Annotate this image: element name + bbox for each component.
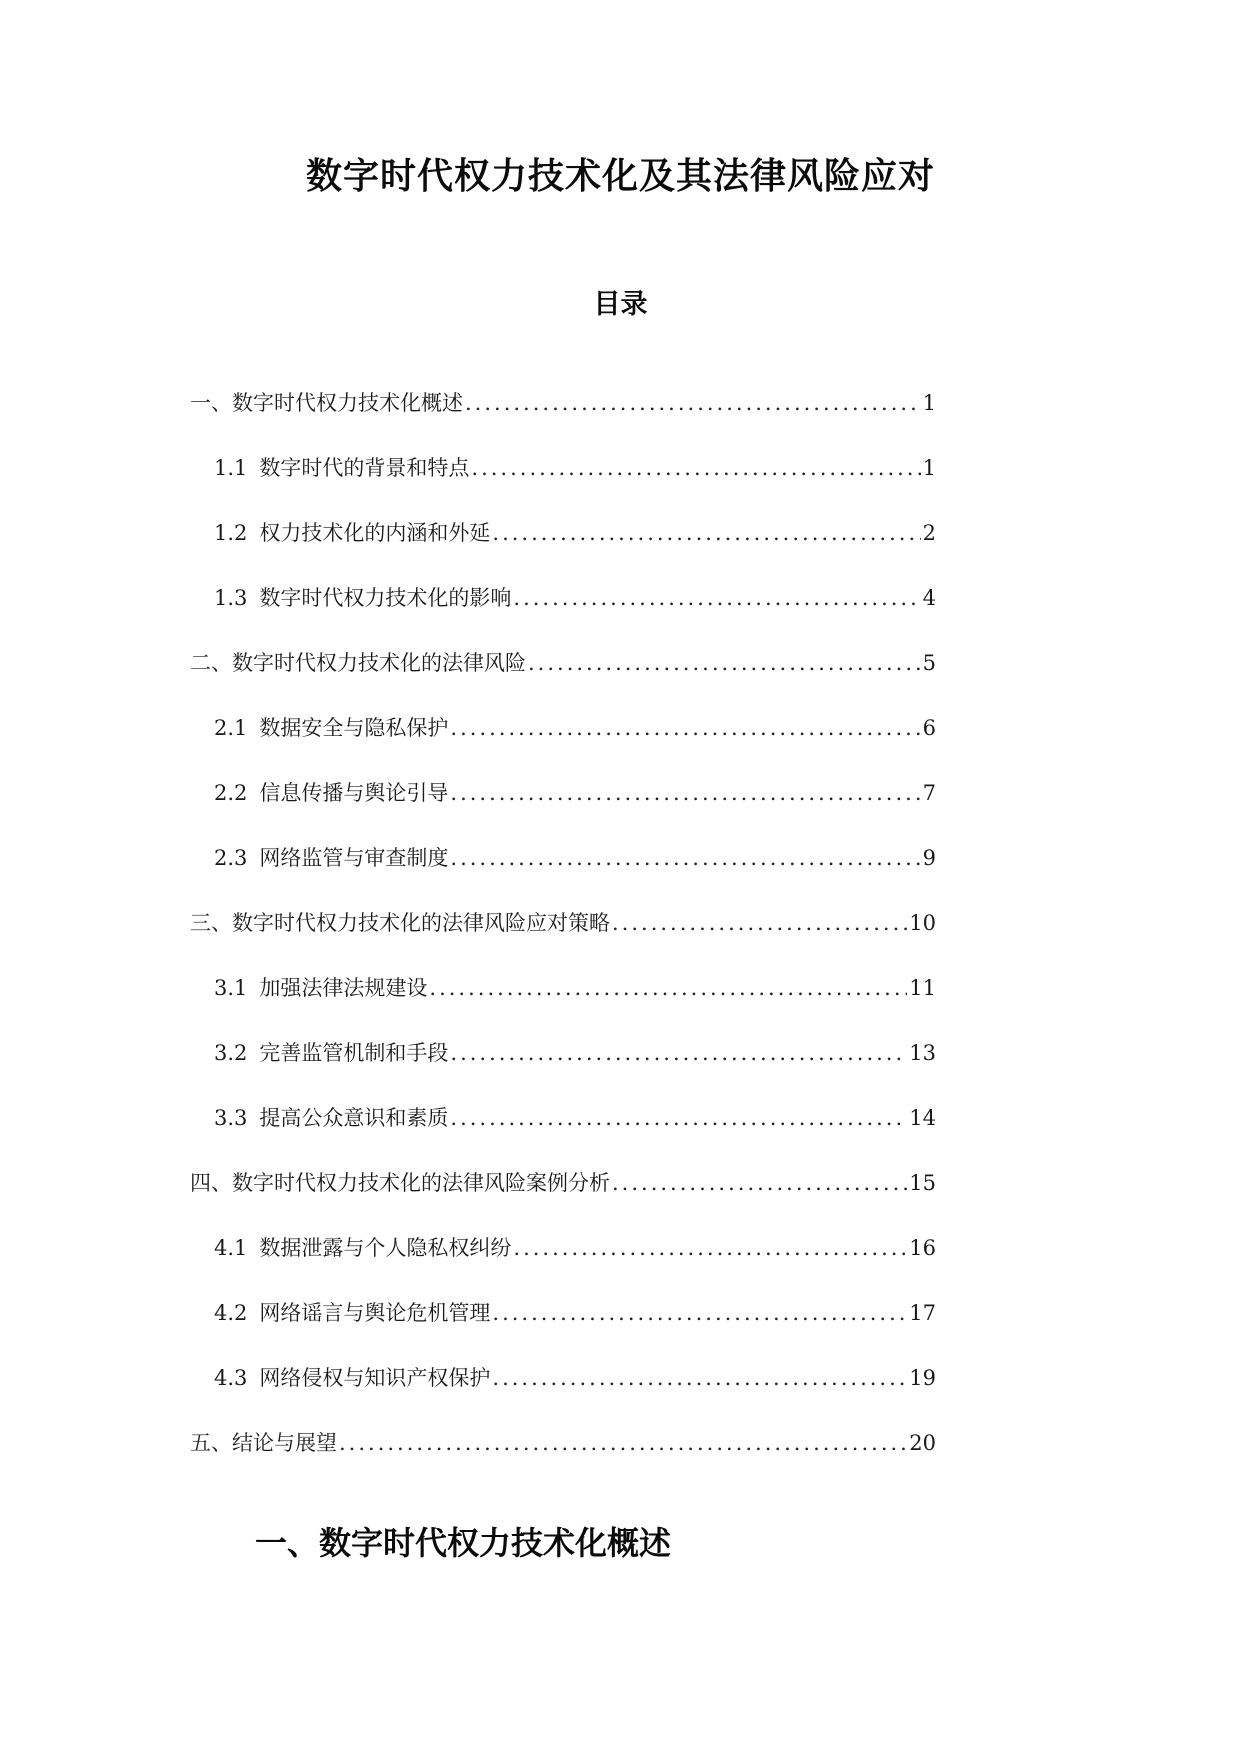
toc-page-number: 13 <box>909 1041 936 1065</box>
toc-page-number: 17 <box>909 1301 936 1325</box>
toc-leader-dots <box>450 841 920 875</box>
toc-entry[interactable] <box>190 451 936 516</box>
toc-leader-dots <box>465 386 921 420</box>
toc-leader-dots <box>492 516 920 550</box>
toc-entry-text: 二、数字时代权力技术化的法律风险 <box>190 651 526 675</box>
table-of-contents <box>190 386 950 1491</box>
toc-entry-number: 1.1 <box>214 456 248 480</box>
toc-leader-dots <box>450 1101 907 1135</box>
toc-page-number: 1 <box>922 456 936 480</box>
toc-entry[interactable] <box>190 841 936 906</box>
toc-entry-text: 加强法律法规建设 <box>259 976 428 1000</box>
toc-page-number: 5 <box>922 651 936 675</box>
toc-entry[interactable] <box>190 1166 936 1231</box>
toc-page-number: 4 <box>922 586 936 610</box>
toc-leader-dots <box>339 1426 907 1460</box>
toc-leader-dots <box>492 1296 907 1330</box>
toc-leader-dots <box>612 906 907 940</box>
toc-leader-dots <box>471 451 920 485</box>
toc-page-number: 6 <box>922 716 936 740</box>
toc-entry[interactable] <box>190 1296 936 1361</box>
toc-entry-text: 网络监管与审查制度 <box>259 846 449 870</box>
toc-page-number: 16 <box>909 1236 936 1260</box>
toc-entry[interactable] <box>190 1231 936 1296</box>
toc-entry-text: 权力技术化的内涵和外延 <box>259 521 491 545</box>
toc-entry-text: 完善监管机制和手段 <box>259 1041 449 1065</box>
toc-leader-dots <box>612 1166 907 1200</box>
toc-page-number: 10 <box>909 911 936 935</box>
toc-entry[interactable] <box>190 386 936 451</box>
toc-leader-dots <box>429 971 907 1005</box>
toc-entry-number: 4.1 <box>214 1236 248 1260</box>
toc-leader-dots <box>528 646 921 680</box>
toc-entry-number: 2.3 <box>214 846 248 870</box>
toc-entry-text: 数字时代权力技术化的影响 <box>259 586 512 610</box>
toc-entry-text: 四、数字时代权力技术化的法律风险案例分析 <box>190 1171 610 1195</box>
toc-leader-dots <box>450 711 920 745</box>
toc-entry-number: 2.2 <box>214 781 248 805</box>
toc-leader-dots <box>450 776 920 810</box>
toc-entry-number: 4.3 <box>214 1366 248 1390</box>
toc-entry-number: 3.2 <box>214 1041 248 1065</box>
toc-entry-text: 提高公众意识和素质 <box>259 1106 449 1130</box>
section-heading: 一、数字时代权力技术化概述 <box>255 1524 672 1562</box>
document-title: 数字时代权力技术化及其法律风险应对 <box>305 156 935 197</box>
toc-entry-text: 数据泄露与个人隐私权纠纷 <box>259 1236 512 1260</box>
toc-entry-text: 五、结论与展望 <box>190 1431 337 1455</box>
toc-heading: 目录 <box>593 289 648 320</box>
toc-leader-dots <box>492 1361 907 1395</box>
toc-entry-text: 网络谣言与舆论危机管理 <box>259 1301 491 1325</box>
toc-entry-text: 信息传播与舆论引导 <box>259 781 449 805</box>
toc-entry[interactable] <box>190 906 936 971</box>
toc-entry[interactable] <box>190 581 936 646</box>
toc-entry[interactable] <box>190 516 936 581</box>
toc-entry[interactable] <box>190 711 936 776</box>
toc-page-number: 19 <box>909 1366 936 1390</box>
toc-entry-number: 3.1 <box>214 976 248 1000</box>
toc-page-number: 14 <box>909 1106 936 1130</box>
toc-entry-number: 3.3 <box>214 1106 248 1130</box>
toc-page-number: 1 <box>922 391 936 415</box>
toc-entry[interactable] <box>190 1036 936 1101</box>
toc-entry-number: 1.3 <box>214 586 248 610</box>
toc-page-number: 15 <box>909 1171 936 1195</box>
toc-leader-dots <box>513 581 920 615</box>
toc-entry-text: 数字时代的背景和特点 <box>259 456 470 480</box>
toc-entry[interactable] <box>190 1101 936 1166</box>
toc-page-number: 7 <box>922 781 936 805</box>
toc-page-number: 9 <box>922 846 936 870</box>
toc-page-number: 2 <box>922 521 936 545</box>
toc-entry[interactable] <box>190 971 936 1036</box>
toc-entry-text: 网络侵权与知识产权保护 <box>259 1366 491 1390</box>
toc-leader-dots <box>513 1231 907 1265</box>
toc-entry-text: 一、数字时代权力技术化概述 <box>190 391 463 415</box>
toc-entry[interactable] <box>190 1426 936 1491</box>
toc-page-number: 11 <box>909 976 936 1000</box>
toc-entry-number: 2.1 <box>214 716 248 740</box>
toc-entry-text: 三、数字时代权力技术化的法律风险应对策略 <box>190 911 610 935</box>
toc-page-number: 20 <box>909 1431 936 1455</box>
toc-entry[interactable] <box>190 1361 936 1426</box>
toc-leader-dots <box>450 1036 907 1070</box>
toc-entry-number: 4.2 <box>214 1301 248 1325</box>
toc-entry[interactable] <box>190 776 936 841</box>
toc-entry-text: 数据安全与隐私保护 <box>259 716 449 740</box>
toc-entry[interactable] <box>190 646 936 711</box>
toc-entry-number: 1.2 <box>214 521 248 545</box>
